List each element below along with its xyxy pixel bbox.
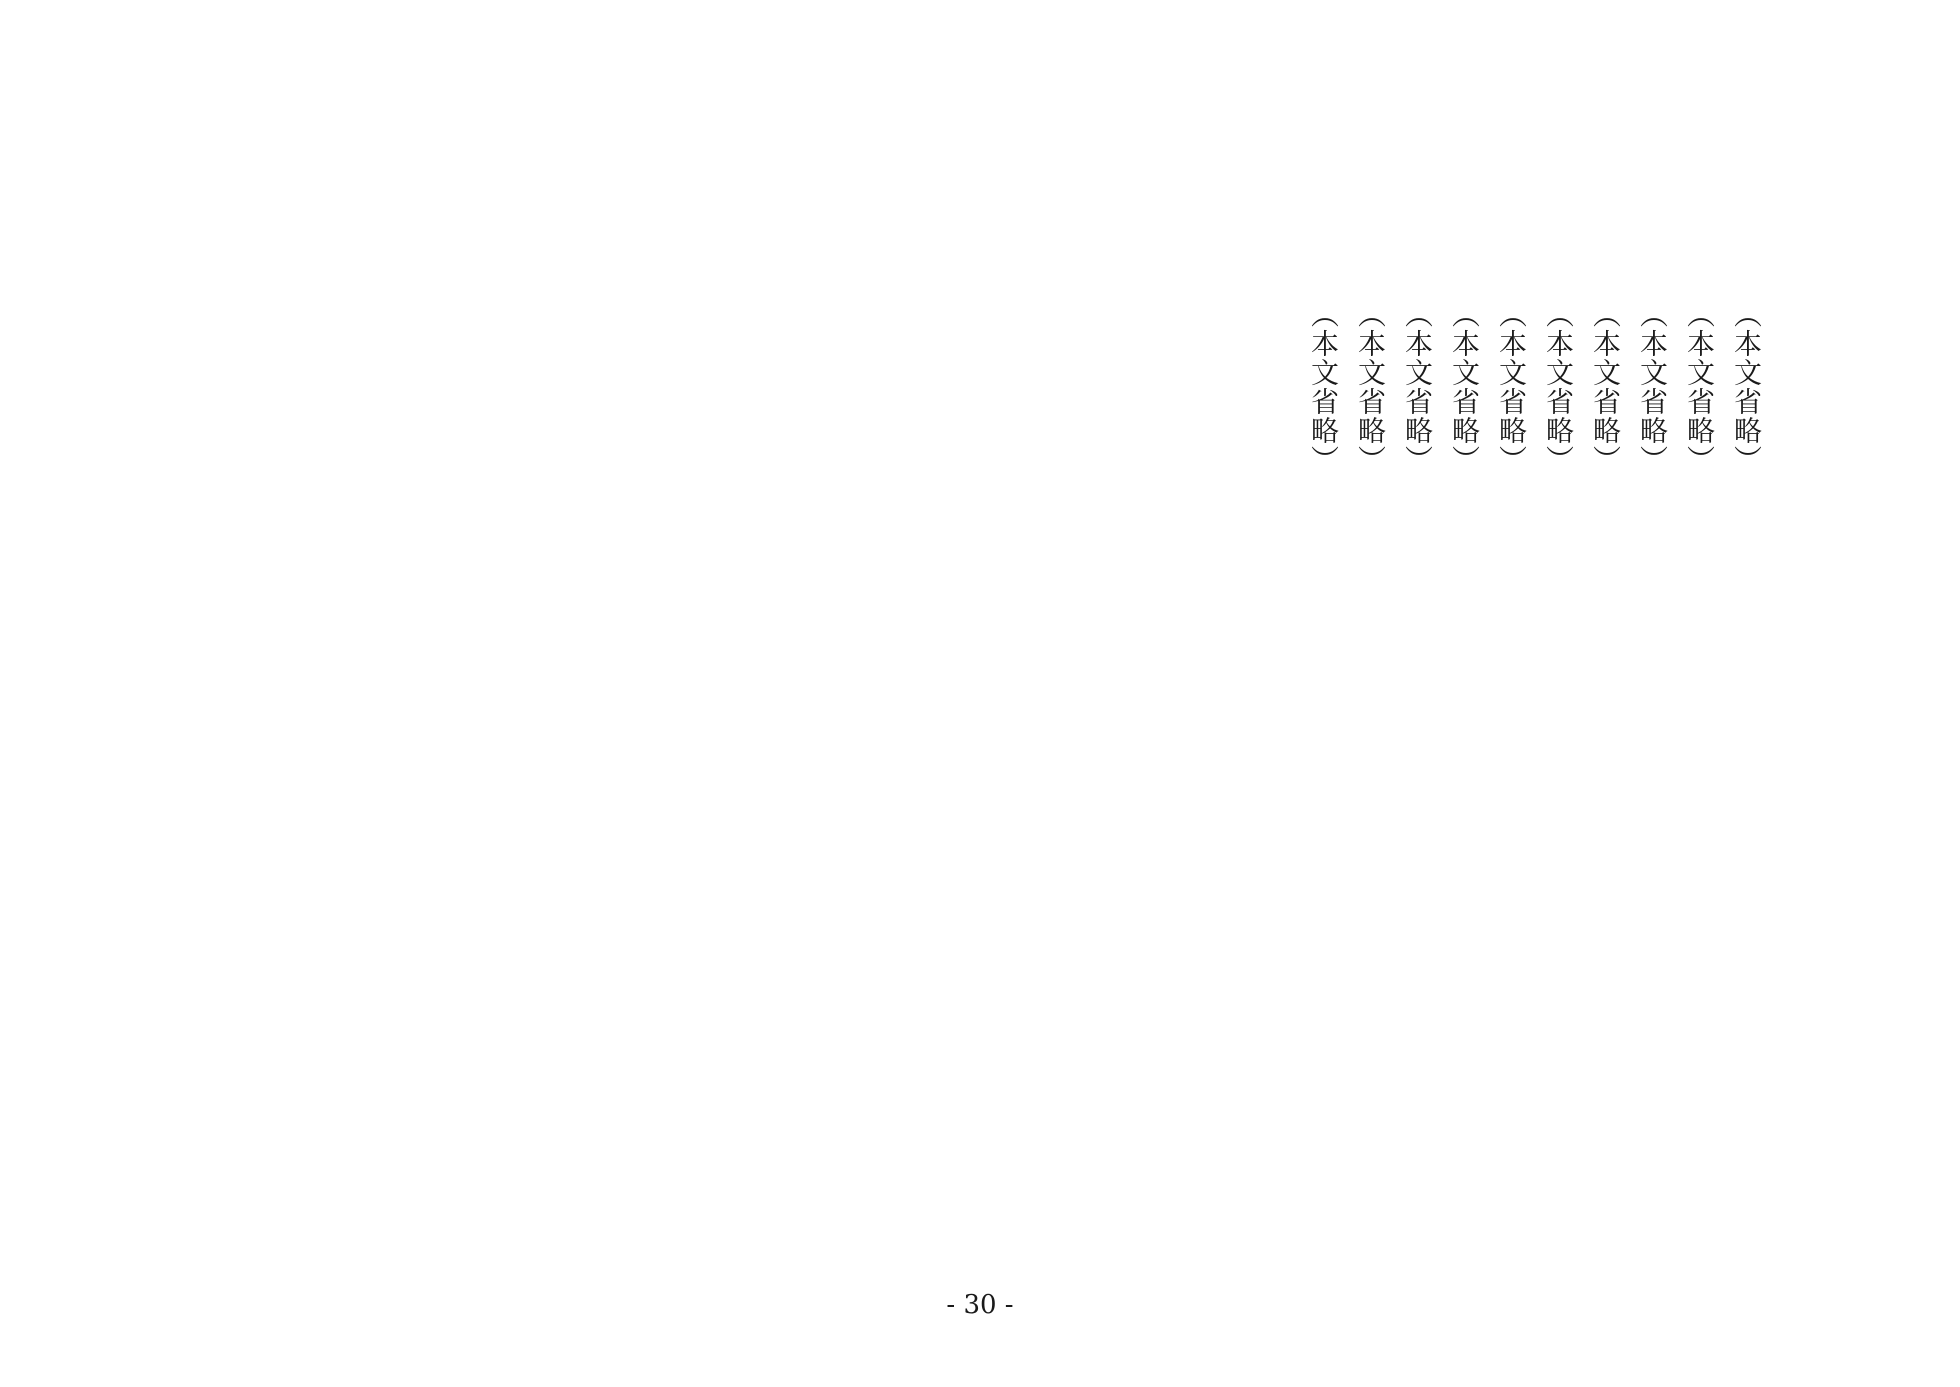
- text-column: （本文省略）: [1448, 300, 1481, 474]
- text-column: （本文省略）: [1401, 300, 1434, 474]
- page-body: [150, 300, 1770, 1200]
- text-column: （本文省略）: [1636, 300, 1669, 474]
- vertical-text-block: [1300, 300, 1770, 1200]
- page-number: - 30 -: [946, 1290, 1014, 1320]
- text-column: （本文省略）: [1307, 300, 1340, 474]
- text-column: （本文省略）: [1589, 300, 1622, 474]
- text-column: （本文省略）: [1730, 300, 1763, 474]
- text-column: （本文省略）: [1354, 300, 1387, 474]
- text-column: （本文省略）: [1542, 300, 1575, 474]
- text-column: （本文省略）: [1495, 300, 1528, 474]
- text-column: （本文省略）: [1683, 300, 1716, 474]
